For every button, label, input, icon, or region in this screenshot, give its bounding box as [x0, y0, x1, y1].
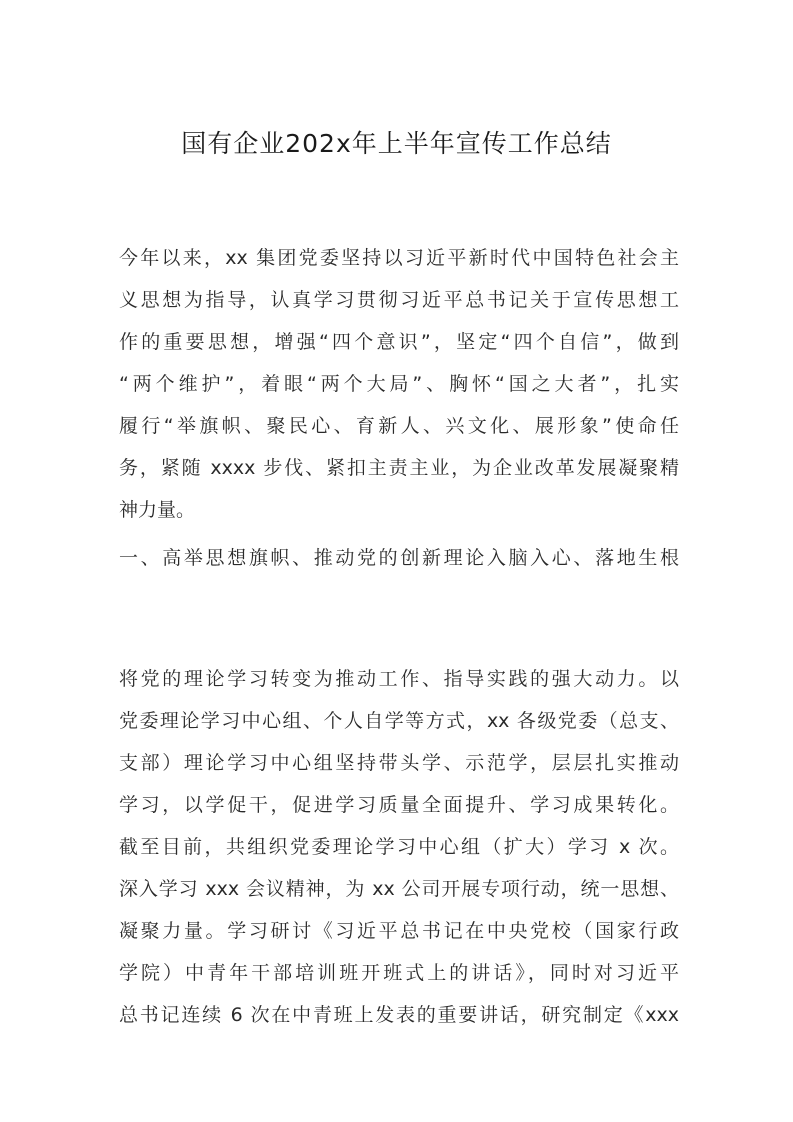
section-1-line: 学习，以学促干，促进学习质量全面提升、学习成果转化。 [119, 794, 679, 816]
section-1-line: 深入学习 xxx 会议精神，为 xx 公司开展专项行动，统一思想、 [119, 878, 679, 900]
section-1-line: 凝聚力量。学习研讨《习近平总书记在中央党校（国家行政 [119, 920, 679, 942]
intro-line: 务，紧随 xxxx 步伐、紧扣主责主业，为企业改革发展凝聚精 [119, 457, 679, 479]
section-1-line: 党委理论学习中心组、个人自学等方式，xx 各级党委（总支、 [119, 710, 679, 732]
section-1-line: 将党的理论学习转变为推动工作、指导实践的强大动力。以 [119, 668, 679, 690]
section-heading-1 [119, 537, 679, 579]
section-1-line: 学院）中青年干部培训班开班式上的讲话》，同时对习近平 [119, 962, 679, 984]
section-1-line: 总书记连续 6 次在中青班上发表的重要讲话，研究制定《xxx [119, 1004, 679, 1026]
intro-line: 义思想为指导，认真学习贯彻习近平总书记关于宣传思想工 [119, 289, 679, 311]
intro-line: 履行“举旗帜、聚民心、育新人、兴文化、展形象”使命任 [119, 415, 679, 437]
intro-paragraph [119, 237, 679, 531]
intro-line: 今年以来，xx 集团党委坚持以习近平新时代中国特色社会主 [119, 247, 679, 269]
intro-line: 作的重要思想，增强“四个意识”，坚定“四个自信”，做到 [119, 331, 679, 353]
section-1-line: 支部）理论学习中心组坚持带头学、示范学，层层扎实推动 [119, 752, 679, 774]
intro-line: “两个维护”，着眼“两个大局”、胸怀“国之大者”，扎实 [119, 373, 679, 395]
document-title: 国有企业202x年上半年宣传工作总结 [181, 129, 612, 158]
section-1-line: 截至目前，共组织党委理论学习中心组（扩大）学习 x 次。 [119, 836, 679, 858]
intro-line: 神力量。 [119, 499, 196, 521]
section-heading-text: 一、高举思想旗帜、推动党的创新理论入脑入心、落地生根 [119, 547, 679, 569]
section-1-paragraph [119, 658, 679, 1036]
